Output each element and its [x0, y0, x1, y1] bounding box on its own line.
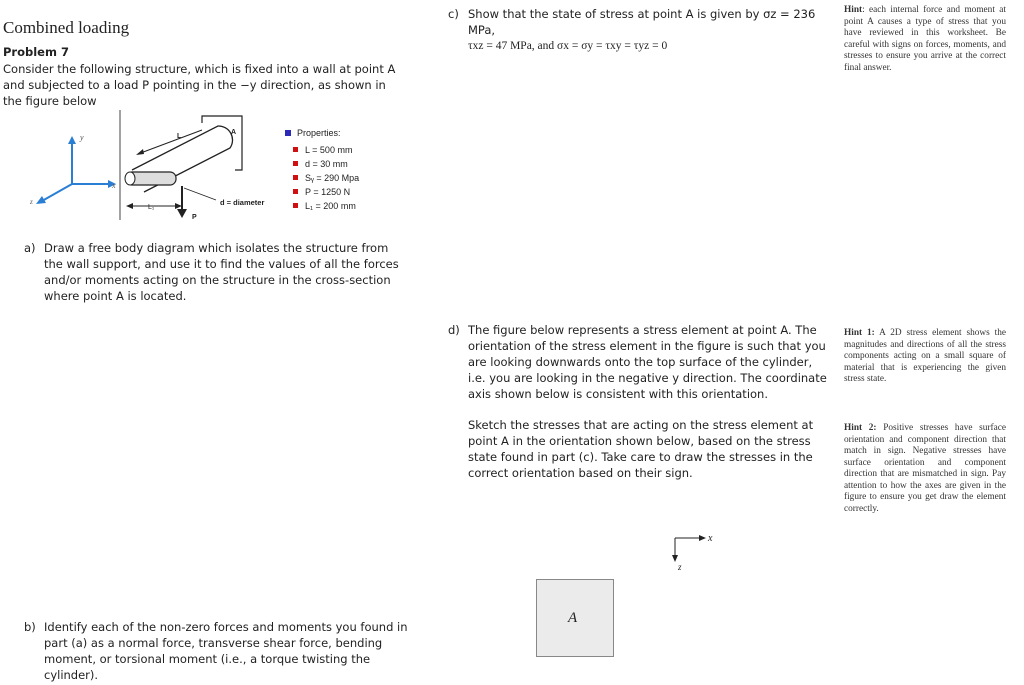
stress-element-axes — [666, 530, 726, 575]
hint-2-label: Hint 2: — [844, 423, 877, 433]
hint-c-text: : each internal force and moment at point A causes a type of stress that you have reviewed in this worksheet. Be careful with signs on forces, moments, and stresses to ensure you arrive at the correct final answer. — [844, 5, 1006, 73]
stress-element-label: A — [568, 610, 578, 626]
hint-1 — [844, 328, 1006, 386]
property-item: L₁ = 200 mm — [285, 199, 359, 213]
z-axis — [42, 184, 72, 201]
load-P-arrow-icon — [177, 209, 187, 218]
label-L: L — [177, 133, 182, 140]
label-diameter: d = diameter — [220, 198, 265, 207]
hint-c-label: Hint — [844, 5, 863, 15]
label-P: P — [192, 214, 197, 221]
hint-c — [844, 5, 1006, 74]
label-L1: L₁ — [148, 204, 155, 211]
y-axis-arrow-icon — [68, 136, 76, 144]
hint-2 — [844, 423, 1006, 515]
problem-intro: Consider the following structure, which is fixed into a wall at point A and subjected to a load P pointing in the −y direction, as shown in the figure below — [3, 62, 396, 108]
hint-2-text: Positive stresses have surface orientation and component direction that match in sign. Negative stresses have surface orientation and component direction that are mismatched in sign. Pay attention to how the axes are given in the figure to ensure you get draw the element correctly. — [844, 423, 1006, 514]
question-b-text: Identify each of the non-zero forces and moments you found in part (a) as a normal force, transverse shear force, bending moment, or torsional moment (i.e., a torque twisting the cylinder). — [44, 620, 408, 682]
hint-1-label: Hint 1: — [844, 328, 875, 338]
page-title: Combined loading — [3, 18, 130, 37]
axis-label-y: y — [80, 133, 84, 142]
diameter-leader — [184, 188, 216, 200]
stress-axis-label-z: z — [678, 562, 682, 572]
property-item: Sᵧ = 290 Mpa — [285, 171, 359, 185]
property-item: L = 500 mm — [285, 143, 359, 157]
dim-L1-right-arrow-icon — [175, 203, 182, 209]
axis-label-x: x — [112, 181, 116, 190]
question-b-label: b) — [24, 620, 36, 634]
hint-1-text: A 2D stress element shows the magnitudes and directions of all the stress components acting on a small square of material that is experiencing the given stress state. — [844, 328, 1006, 384]
axis-label-z: z — [30, 198, 33, 206]
cylinder-end-face — [125, 172, 135, 185]
label-A: A — [231, 129, 237, 136]
question-a-text: Draw a free body diagram which isolates the structure from the wall support, and use it to find the values of all the forces and/or moments acting on the structure in the cross-section where point A is located. — [44, 241, 399, 303]
stress-axis-label-x: x — [708, 533, 713, 544]
question-c-label: c) — [448, 7, 459, 21]
question-d-text: The figure below represents a stress element at point A. The orientation of the stress element in the figure is such that you are looking downwards onto the top surface of the cylinder, i.e. you are looking in the negative y direction. The coordinate axis shown below is consistent with this orientation. — [468, 323, 827, 401]
property-item: d = 30 mm — [285, 157, 359, 171]
question-d-label: d) — [448, 323, 460, 337]
properties-heading: Properties: — [285, 128, 359, 138]
dim-L-arrow-icon — [136, 149, 144, 155]
question-c-line1: Show that the state of stress at point A is given by σz = 236 MPa, — [468, 7, 816, 37]
question-d-sketch: Sketch the stresses that are acting on the stress element at point A in the orientation shown below, based on the stress state found in part (c). Take care to draw the stresses in the correct orientation based on their sign. — [468, 418, 814, 480]
problem-label: Problem 7 — [3, 45, 69, 59]
question-a-label: a) — [24, 241, 36, 255]
structure-figure — [30, 108, 280, 226]
property-item: P = 1250 N — [285, 185, 359, 199]
properties-list — [285, 128, 359, 213]
question-c-line2: τxz = 47 MPa, and σx = σy = τxy = τyz = 0 — [468, 40, 668, 52]
dim-L1-left-arrow-icon — [126, 203, 133, 209]
stress-z-arrow-icon — [672, 555, 678, 562]
stress-x-arrow-icon — [699, 535, 706, 541]
